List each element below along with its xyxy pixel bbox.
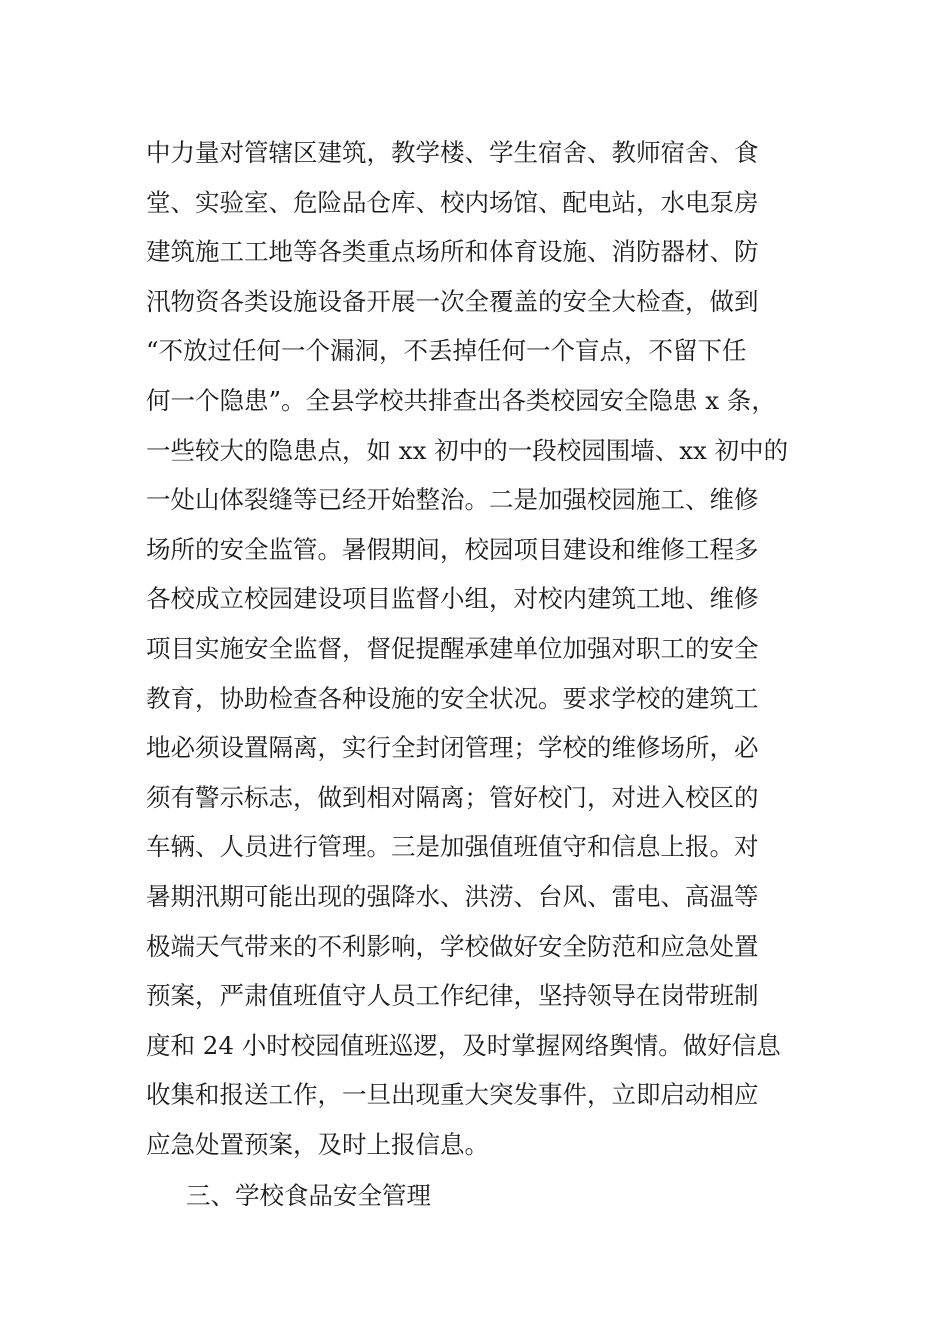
text-line: 场所的安全监管。暑假期间，校园项目建设和维修工程多 xyxy=(146,534,759,564)
text-line: 度和 24 小时校园值班巡逻，及时掌握网络舆情。做好信息 xyxy=(146,1030,781,1060)
text-line: 地必须设置隔离，实行全封闭管理；学校的维修场所，必 xyxy=(146,733,759,763)
text-line: “不放过任何一个漏洞，不丢掉任何一个盲点，不留下任 xyxy=(146,336,747,366)
text-line: 教育，协助检查各种设施的安全状况。要求学校的建筑工 xyxy=(146,683,759,713)
body-paragraph xyxy=(146,128,826,1169)
text-line: 中力量对管辖区建筑，教学楼、学生宿舍、教师宿舍、食 xyxy=(146,138,759,167)
text-line: 项目实施安全监督，督促提醒承建单位加强对职工的安全 xyxy=(146,633,759,663)
text-line: 建筑施工工地等各类重点场所和体育设施、消防器材、防 xyxy=(146,237,759,267)
text-line: 极端天气带来的不利影响，学校做好安全防范和应急处置 xyxy=(146,931,759,961)
text-line: 何一个隐患”。全县学校共排查出各类校园安全隐患 x 条， xyxy=(146,385,776,415)
text-line: 堂、实验室、危险品仓库、校内场馆、配电站，水电泵房 xyxy=(146,187,759,217)
text-line: 须有警示标志，做到相对隔离；管好校门，对进入校区的 xyxy=(146,782,759,812)
section-heading: 三、学校食品安全管理 xyxy=(186,1181,431,1210)
text-line: 车辆、人员进行管理。三是加强值班值守和信息上报。对 xyxy=(146,832,759,862)
text-line: 一些较大的隐患点，如 xx 初中的一段校园围墙、xx 初中的 xyxy=(146,435,789,465)
text-line: 各校成立校园建设项目监督小组，对校内建筑工地、维修 xyxy=(146,584,759,614)
text-line: 一处山体裂缝等已经开始整治。二是加强校园施工、维修 xyxy=(146,485,759,515)
text-line: 应急处置预案，及时上报信息。 xyxy=(146,1129,489,1159)
text-line: 暑期汛期可能出现的强降水、洪涝、台风、雷电、高温等 xyxy=(146,881,759,911)
text-line: 收集和报送工作，一旦出现重大突发事件，立即启动相应 xyxy=(146,1080,759,1110)
text-line: 汛物资各类设施设备开展一次全覆盖的安全大检查，做到 xyxy=(146,286,759,316)
text-line: 预案，严肃值班值守人员工作纪律，坚持领导在岗带班制 xyxy=(146,981,759,1011)
